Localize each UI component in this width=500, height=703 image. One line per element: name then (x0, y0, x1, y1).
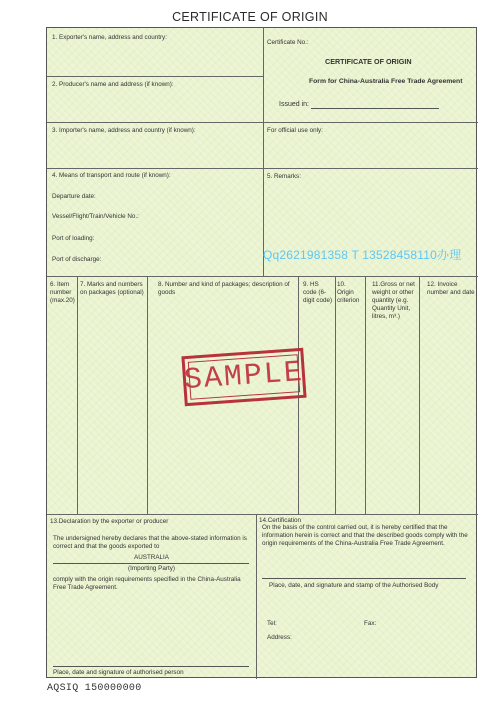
contact-watermark: Qq2621981358 T 13528458110办理 (263, 248, 462, 262)
declaration-sign-line (53, 666, 249, 667)
form-agreement-line: Form for China-Australia Free Trade Agreement (309, 78, 463, 85)
issued-in-label: Issued in: (279, 101, 309, 108)
rule-center-top (263, 28, 264, 276)
fax-label: Fax: (364, 620, 377, 627)
declaration-text: The undersigned hereby declares that the above-stated information is correct and that the goods exported to (53, 535, 247, 550)
rule-center-bottom (256, 514, 257, 679)
port-discharge-label: Port of discharge: (52, 256, 102, 263)
col11-header: 11.Gross or net weight or other quantity (e.g. Quantity Unit, litres, m³.) (372, 281, 415, 320)
rule-col6 (77, 276, 78, 514)
departure-date-label: Departure date: (52, 193, 96, 200)
issued-in-line (311, 108, 439, 109)
importing-party-label: (Importing Party) (128, 565, 175, 572)
rule-col9 (335, 276, 336, 514)
rule-col10 (365, 276, 366, 514)
box3-label: 3. Importer's name, address and country (if known): (52, 127, 196, 134)
certification-sign-label: Place, date, and signature and stamp of the Authorised Body (269, 582, 439, 589)
port-loading-label: Port of loading: (52, 235, 95, 242)
rule-box1-bottom (47, 76, 263, 77)
col7-header: 7. Marks and numbers on packages (optional) (80, 281, 144, 296)
remarks-label: 5. Remarks: (267, 173, 301, 180)
box2-label: 2. Producer's name and address (if known): (52, 81, 174, 88)
form-heading: CERTIFICATE OF ORIGIN (325, 57, 412, 66)
col10-header: 10. Origin criterion (337, 281, 360, 304)
col8-header: 8. Number and kind of packages; description of goods (158, 281, 290, 296)
rule-goods-bottom (47, 514, 478, 515)
address-label: Address: (267, 634, 292, 641)
certification-sign-line (262, 578, 466, 579)
declaration-sign-label: Place, date and signature of authorised person (53, 669, 184, 676)
certification-text: On the basis of the control carried out, it is hereby certified that the information herein is correct and that the described goods comply with the origin requirements of the China-Australia Free Trade Agreement. (262, 524, 468, 547)
rule-box4-bottom (47, 276, 478, 277)
rule-col11 (419, 276, 420, 514)
tel-label: Tel: (267, 620, 277, 627)
sample-stamp (181, 348, 306, 406)
col12-header: 12. Invoice number and date (427, 281, 475, 296)
footer-serial: AQSIQ 150000000 (47, 683, 142, 694)
importing-country: AUSTRALIA (134, 554, 169, 561)
vessel-label: Vessel/Flight/Train/Vehicle No.: (52, 213, 139, 220)
sample-stamp-inner-border (188, 354, 300, 400)
col6-header: 6. Item number (max.20) (50, 281, 75, 304)
box1-label: 1. Exporter's name, address and country: (52, 34, 167, 41)
col9-header: 9. HS code (6-digit code) (303, 281, 333, 304)
rule-col7 (147, 276, 148, 514)
official-use-label: For official use only: (267, 127, 323, 134)
box4-label: 4. Means of transport and route (if known): (52, 172, 171, 179)
sample-stamp-text: SAMPLE (182, 355, 306, 399)
certificate-no-label: Certificate No.: (267, 39, 309, 46)
document-title: CERTIFICATE OF ORIGIN (172, 10, 328, 24)
declaration-compliance: comply with the origin requirements specified in the China-Australia Free Trade Agreement. (53, 576, 241, 591)
box14-label: 14.Certification (259, 517, 301, 524)
box13-label: 13.Declaration by the exporter or producer (50, 518, 169, 525)
country-line (53, 563, 249, 564)
